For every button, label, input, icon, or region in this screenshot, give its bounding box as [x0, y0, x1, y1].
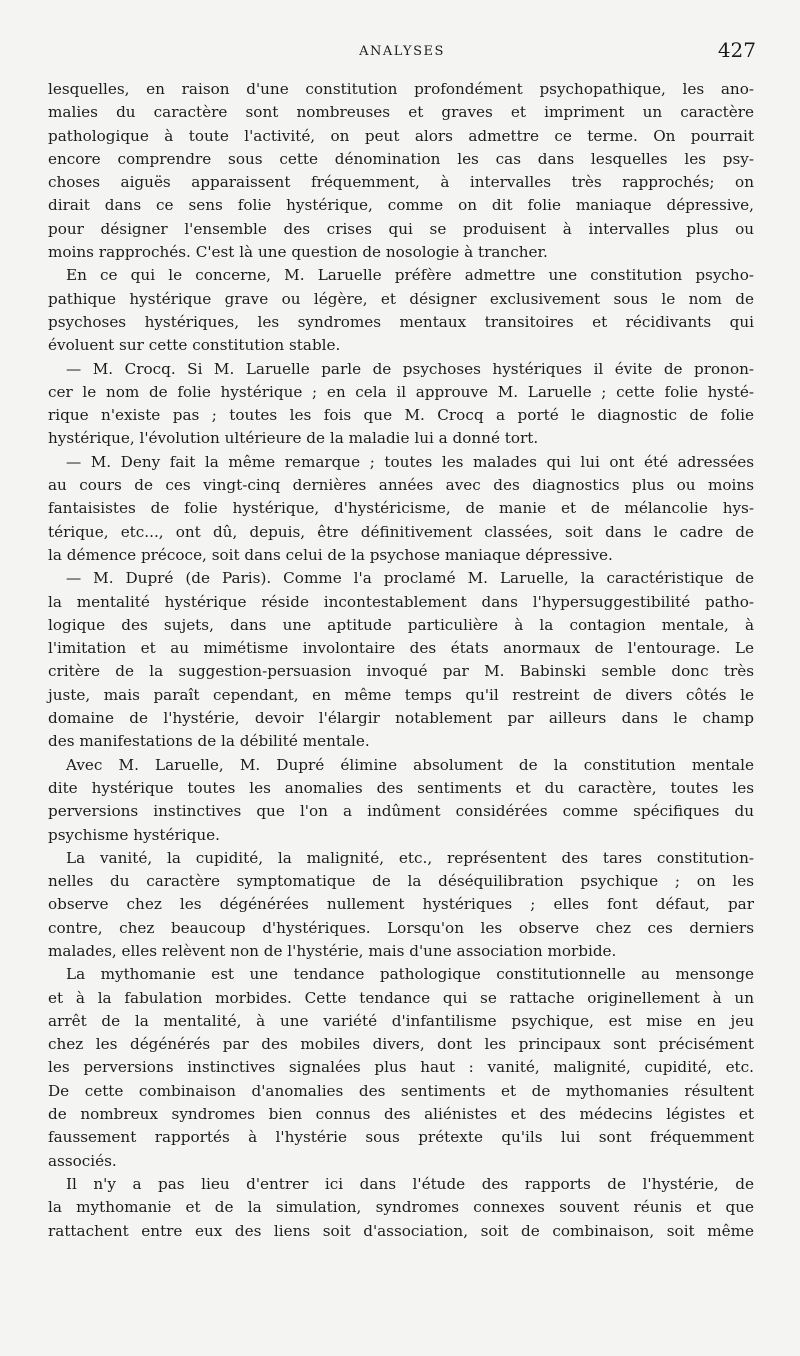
text-line: critère de la suggestion-persuasion invoqué par M. Babinski semble donc très — [48, 662, 754, 681]
text-line: au cours de ces vingt-cinq dernières années avec des diagnostics plus ou moins — [48, 476, 754, 495]
text-line: — M. Deny fait la même remarque ; toutes les malades qui lui ont été adressées — [66, 452, 754, 471]
text-line: — M. Crocq. Si M. Laruelle parle de psychoses hystériques il évite de pronon- — [66, 359, 754, 378]
body-text — [48, 78, 754, 1243]
text-line: chez les dégénérés par des mobiles divers, dont les principaux sont précisément — [48, 1035, 754, 1054]
text-line: malades, elles relèvent non de l'hystérie, mais d'une association morbide. — [48, 941, 617, 960]
text-line: dirait dans ce sens folie hystérique, comme on dit folie maniaque dépressive, — [48, 196, 754, 215]
text-line: domaine de l'hystérie, devoir l'élargir notablement par ailleurs dans le champ — [48, 709, 754, 728]
text-line: évoluent sur cette constitution stable. — [48, 336, 341, 355]
text-line: de nombreux syndromes bien connus des aliénistes et des médecins légistes et — [48, 1105, 754, 1124]
text-line: encore comprendre sous cette dénomination les cas dans lesquelles les psy- — [48, 149, 754, 168]
text-line: térique, etc..., ont dû, depuis, être définitivement classées, soit dans le cadre de — [48, 522, 754, 541]
text-line: contre, chez beaucoup d'hystériques. Lorsqu'on les observe chez ces derniers — [48, 918, 754, 937]
text-line: moins rapprochés. C'est là une question de nosologie à trancher. — [48, 243, 548, 262]
text-line: la mentalité hystérique réside incontestablement dans l'hypersuggestibilité patho- — [48, 592, 754, 611]
text-line: La vanité, la cupidité, la malignité, etc., représentent des tares constitution- — [66, 848, 754, 867]
text-line: — M. Dupré (de Paris). Comme l'a proclamé M. Laruelle, la caractéristique de — [66, 569, 754, 588]
text-line: De cette combinaison d'anomalies des sentiments et de mythomanies résultent — [48, 1081, 754, 1100]
text-line: logique des sujets, dans une aptitude particulière à la contagion mentale, à — [48, 615, 754, 634]
text-line: la démence précoce, soit dans celui de la psychose maniaque dépressive. — [48, 545, 613, 564]
text-line: juste, mais paraît cependant, en même temps qu'il restreint de divers côtés le — [48, 685, 754, 704]
text-line: choses aiguës apparaissent fréquemment, à intervalles très rapprochés; on — [48, 173, 754, 192]
text-line: fantaisistes de folie hystérique, d'hystéricisme, de manie et de mélancolie hys- — [48, 499, 754, 518]
text-line: les perversions instinctives signalées plus haut : vanité, malignité, cupidité, etc. — [48, 1058, 754, 1077]
text-line: psychisme hystérique. — [48, 825, 220, 844]
text-line: lesquelles, en raison d'une constitution profondément psychopathique, les ano- — [48, 80, 754, 98]
text-line: Il n'y a pas lieu d'entrer ici dans l'étude des rapports de l'hystérie, de — [66, 1174, 754, 1193]
page-number: 427 — [717, 38, 756, 62]
text-line: associés. — [48, 1151, 117, 1170]
text-line: rique n'existe pas ; toutes les fois que M. Crocq a porté le diagnostic de folie — [48, 406, 754, 425]
text-line: psychoses hystériques, les syndromes mentaux transitoires et récidivants qui — [48, 312, 754, 331]
text-line: nelles du caractère symptomatique de la déséquilibration psychique ; on les — [48, 872, 754, 891]
text-line: En ce qui le concerne, M. Laruelle préfère admettre une constitution psycho- — [66, 266, 754, 285]
text-line: La mythomanie est une tendance pathologique constitutionnelle au mensonge — [66, 965, 754, 984]
text-line: malies du caractère sont nombreuses et graves et impriment un caractère — [48, 103, 754, 122]
text-line: rattachent entre eux des liens soit d'association, soit de combinaison, soit même — [48, 1221, 754, 1240]
text-line: et à la fabulation morbides. Cette tendance qui se rattache originellement à un — [48, 988, 754, 1007]
text-line: faussement rapportés à l'hystérie sous prétexte qu'ils lui sont fréquemment — [48, 1128, 754, 1147]
text-line: Avec M. Laruelle, M. Dupré élimine absolument de la constitution mentale — [66, 755, 754, 774]
text-line: perversions instinctives que l'on a indûment considérées comme spécifiques du — [48, 802, 754, 821]
text-line: observe chez les dégénérées nullement hystériques ; elles font défaut, par — [48, 895, 754, 914]
text-line: pour désigner l'ensemble des crises qui se produisent à intervalles plus ou — [48, 219, 754, 238]
text-line: dite hystérique toutes les anomalies des sentiments et du caractère, toutes les — [48, 778, 754, 797]
text-line: hystérique, l'évolution ultérieure de la maladie lui a donné tort. — [48, 429, 539, 448]
text-line: des manifestations de la débilité mentale. — [48, 732, 370, 751]
text-line: la mythomanie et de la simulation, syndromes connexes souvent réunis et que — [48, 1198, 754, 1217]
text-line: pathologique à toute l'activité, on peut alors admettre ce terme. On pourrait — [48, 126, 754, 145]
page-header — [48, 38, 756, 68]
text-line: pathique hystérique grave ou légère, et désigner exclusivement sous le nom de — [48, 289, 754, 308]
text-line: l'imitation et au mimétisme involontaire des états anormaux de l'entourage. Le — [48, 639, 754, 658]
text-line: cer le nom de folie hystérique ; en cela il approuve M. Laruelle ; cette folie hysté- — [48, 382, 754, 401]
running-head: ANALYSES — [359, 44, 445, 59]
text-line: arrêt de la mentalité, à une variété d'infantilisme psychique, est mise en jeu — [48, 1011, 754, 1030]
